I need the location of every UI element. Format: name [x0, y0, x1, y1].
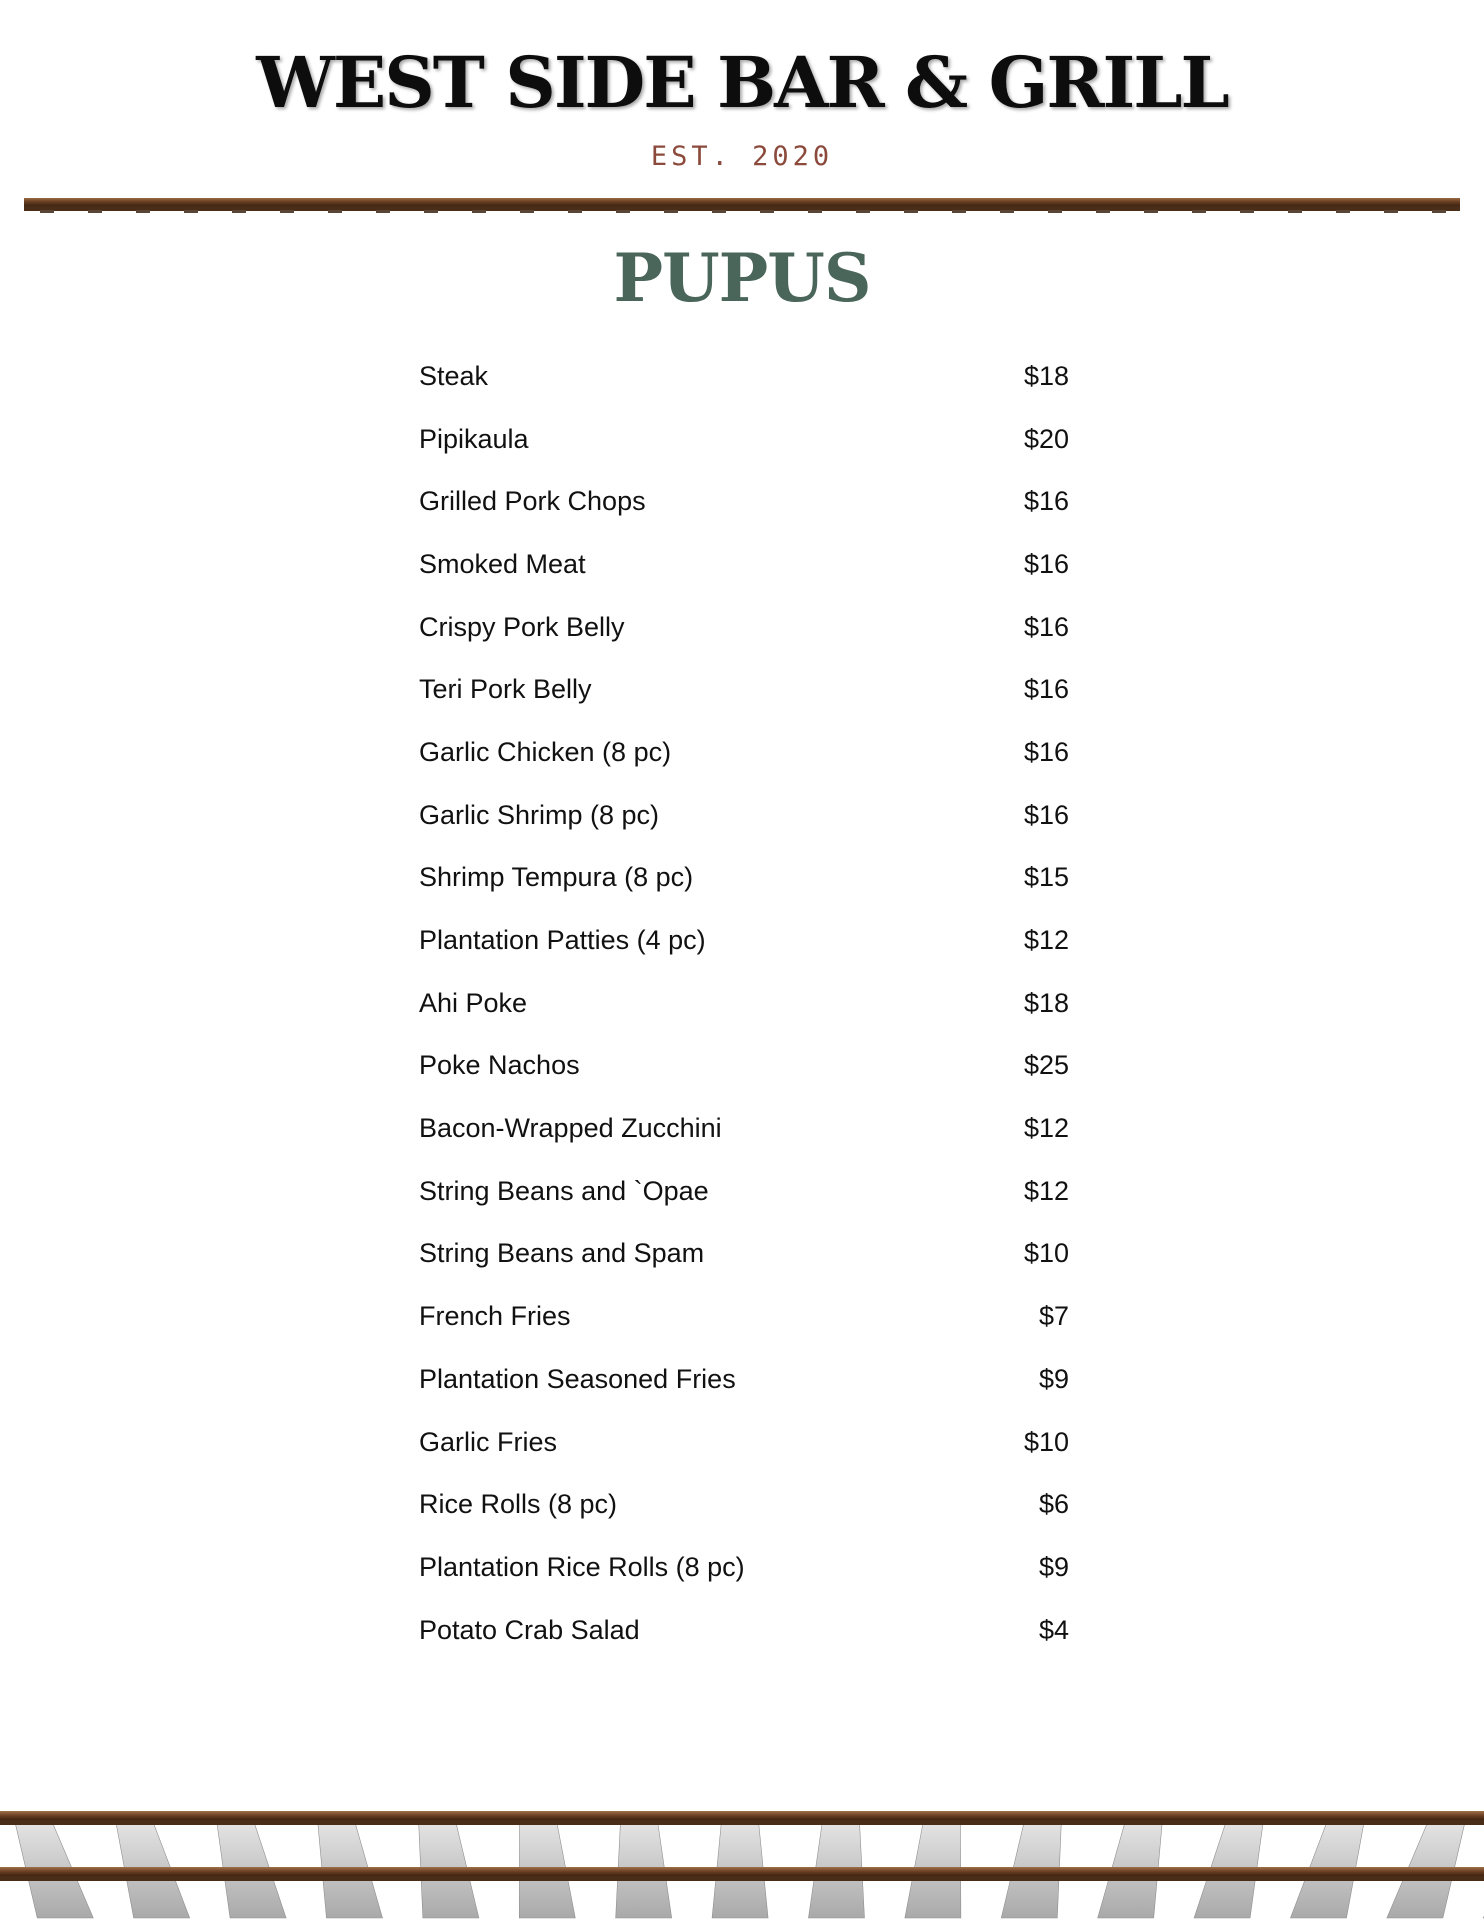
menu-item-price: $15 — [1023, 862, 1069, 893]
railroad-tracks-icon — [0, 1800, 1484, 1920]
menu-item-price: $18 — [1023, 987, 1069, 1018]
section-title: PUPUS — [613, 239, 871, 317]
menu-item — [419, 1348, 1069, 1411]
menu-item-name: Garlic Shrimp (8 pc) — [419, 799, 660, 830]
menu-item-price: $12 — [1023, 1175, 1069, 1206]
menu-item-name: Crispy Pork Belly — [419, 611, 625, 642]
menu-item-price: $16 — [1023, 799, 1069, 830]
menu-item-name: Poke Nachos — [419, 1050, 580, 1081]
menu-item — [419, 1473, 1069, 1536]
menu-item-price: $25 — [1023, 1050, 1069, 1081]
menu-item-name: Steak — [419, 360, 489, 391]
menu-item — [419, 596, 1069, 659]
menu-item-name: String Beans and Spam — [419, 1238, 705, 1269]
menu-item-price: $9 — [1038, 1551, 1069, 1582]
menu-item-name: Garlic Fries — [419, 1426, 558, 1457]
menu-item-name: String Beans and `Opae — [419, 1175, 709, 1206]
menu-item — [419, 972, 1069, 1035]
menu-item-price: $16 — [1023, 548, 1069, 579]
menu-item-name: Smoked Meat — [419, 548, 586, 579]
menu-list — [419, 345, 1069, 1661]
menu-item-name: Shrimp Tempura (8 pc) — [419, 862, 694, 893]
restaurant-name: WEST SIDE BAR & GRILL — [256, 41, 1228, 124]
menu-item-name: Bacon-Wrapped Zucchini — [419, 1113, 722, 1144]
menu-item — [419, 909, 1069, 972]
menu-item — [419, 1097, 1069, 1160]
menu-item-price: $16 — [1023, 486, 1069, 517]
menu-item-name: Garlic Chicken (8 pc) — [419, 736, 672, 767]
menu-item-price: $16 — [1023, 736, 1069, 767]
menu-item — [419, 533, 1069, 596]
menu-item — [419, 1223, 1069, 1286]
menu-item — [419, 847, 1069, 910]
menu-item-price: $20 — [1023, 423, 1069, 454]
menu-item-name: Pipikaula — [419, 423, 529, 454]
menu-item-name: Potato Crab Salad — [419, 1614, 640, 1645]
menu-item — [419, 658, 1069, 721]
menu-item — [419, 1285, 1069, 1348]
menu-item — [419, 1599, 1069, 1662]
menu-item-name: Plantation Rice Rolls (8 pc) — [419, 1551, 745, 1582]
menu-item-price: $4 — [1038, 1614, 1069, 1645]
menu-item-price: $10 — [1023, 1238, 1069, 1269]
menu-item-name: Plantation Seasoned Fries — [419, 1363, 736, 1394]
menu-item-price: $7 — [1038, 1301, 1069, 1332]
menu-item — [419, 784, 1069, 847]
menu-item — [419, 408, 1069, 471]
railroad-rail-divider-icon — [0, 188, 1484, 226]
menu-item-price: $16 — [1023, 611, 1069, 642]
menu-item-price: $12 — [1023, 1113, 1069, 1144]
menu-item-price: $12 — [1023, 925, 1069, 956]
menu-item — [419, 1411, 1069, 1474]
menu-item-name: Ahi Poke — [419, 987, 528, 1018]
menu-item-price: $6 — [1038, 1489, 1069, 1520]
menu-item-name: French Fries — [419, 1301, 571, 1332]
menu-item — [419, 1035, 1069, 1098]
menu-item — [419, 470, 1069, 533]
established-year: EST. 2020 — [650, 141, 834, 172]
menu-item — [419, 1536, 1069, 1599]
menu-item — [419, 345, 1069, 408]
menu-item-price: $16 — [1023, 674, 1069, 705]
menu-item — [419, 721, 1069, 784]
menu-item-price: $18 — [1023, 360, 1069, 391]
menu-item-name: Teri Pork Belly — [419, 674, 592, 705]
menu-item-price: $10 — [1023, 1426, 1069, 1457]
menu-item-name: Plantation Patties (4 pc) — [419, 925, 706, 956]
menu-item-name: Grilled Pork Chops — [419, 486, 646, 517]
menu-item-price: $9 — [1038, 1363, 1069, 1394]
menu-item — [419, 1160, 1069, 1223]
menu-item-name: Rice Rolls (8 pc) — [419, 1489, 618, 1520]
